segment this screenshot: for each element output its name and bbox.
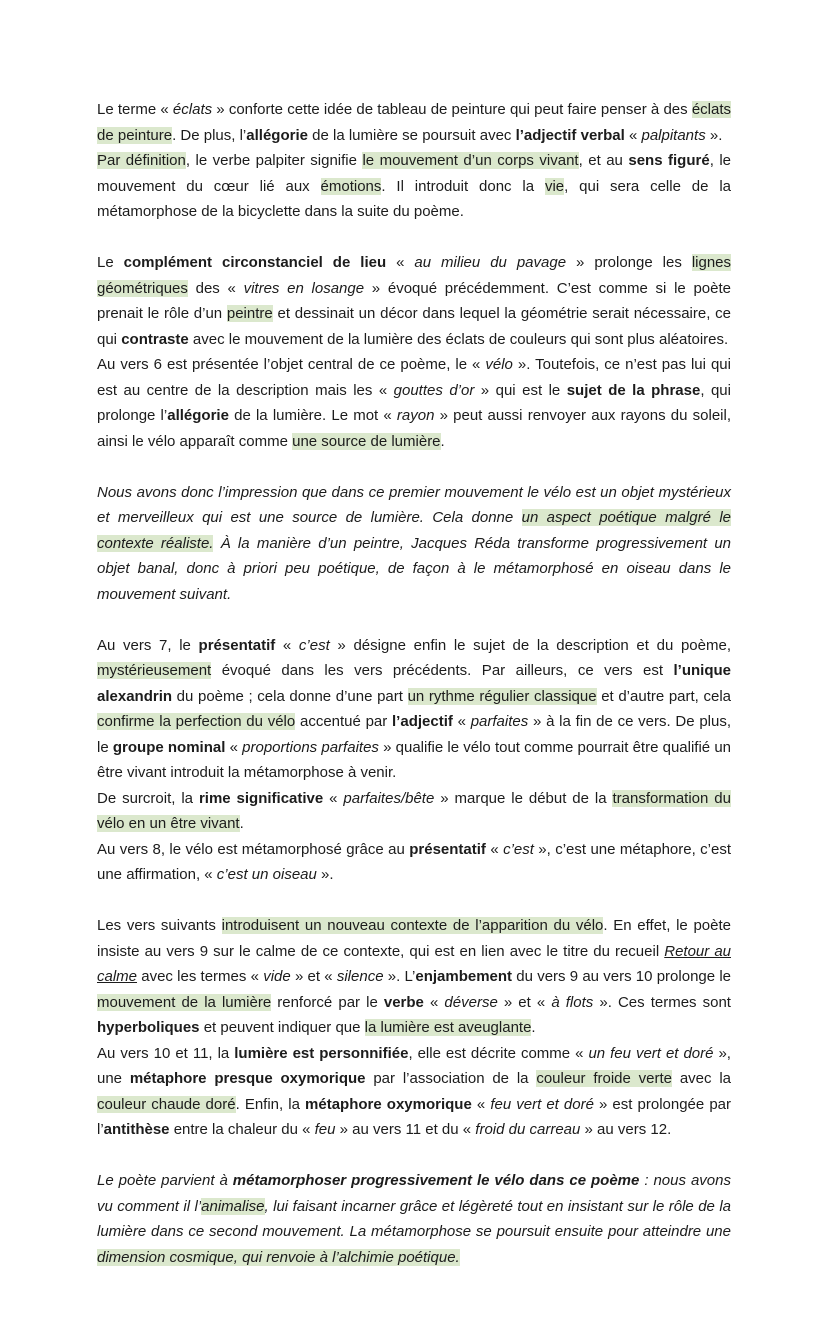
text-run: parfaites/bête: [343, 789, 435, 807]
paragraph: [97, 1041, 731, 1143]
text-run: Au vers 7, le: [97, 636, 199, 654]
text-run: éclats de peinture: [97, 101, 731, 144]
text-run: et dessinait un décor dans lequel la géométrie serait nécessaire, ce qui: [97, 305, 731, 348]
text-run: lumière est personnifiée: [234, 1044, 409, 1062]
text-run: , lui faisant incarner grâce et légèreté tout en insistant sur le rôle de la lumière dans ce second mouvement. La métamorphose se poursuit ensuite pour atteindre une: [97, 1197, 731, 1240]
paragraph: [97, 837, 731, 888]
text-run: ». Toutefois, ce n’est pas lui qui est au centre de la description mais les «: [97, 356, 731, 399]
text-run: À la manière d’un peintre, Jacques Réda transforme progressivement un objet banal, donc à priori peu poétique, de façon à le métamorphosé en oiseau dans le mouvement suivant.: [97, 534, 732, 603]
text-run: parfaites: [470, 713, 529, 730]
text-run: , qui prolonge l’: [97, 381, 731, 424]
text-run: », une: [97, 1044, 731, 1087]
text-run: » désigne enfin le sujet de la description et du poème,: [329, 636, 731, 654]
text-run: » marque le début de la: [434, 789, 613, 807]
text-run: Par définition: [97, 152, 186, 169]
paragraph: [97, 97, 731, 148]
text-run: lignes géométriques: [97, 254, 732, 297]
text-run: c’est: [503, 840, 534, 858]
text-run: vie: [544, 177, 565, 195]
document-body: [97, 97, 731, 1270]
text-run: » qualifie le vélo tout comme pourrait être qualifié un être vivant introduit la métamorphose à venir.: [97, 738, 732, 781]
text-run: vide: [263, 968, 291, 985]
text-run: l’unique alexandrin: [97, 662, 731, 705]
text-run: vélo: [485, 356, 513, 373]
text-run: de la lumière se poursuit avec: [307, 126, 516, 144]
text-run: dimension cosmique, qui renvoie à l’alchimie poétique.: [97, 1248, 460, 1266]
paragraph: [97, 250, 731, 352]
text-run: : nous avons vu comment il l’: [97, 1172, 731, 1215]
text-run: verbe: [383, 993, 424, 1011]
text-run: sujet de la phrase: [566, 381, 701, 399]
text-run: animalise: [201, 1197, 265, 1215]
text-run: mouvement de la lumière: [97, 993, 272, 1011]
text-run: présentatif: [409, 840, 486, 858]
text-run: l’adjectif verbal: [515, 126, 625, 144]
text-run: » est prolongée par l’: [97, 1095, 731, 1138]
text-run: c’est un oiseau: [216, 866, 317, 883]
text-run: froid du carreau: [475, 1121, 581, 1138]
text-run: éclats: [172, 101, 213, 118]
text-run: renforcé par le: [271, 993, 384, 1011]
text-run: métaphore presque oxymorique: [129, 1070, 366, 1087]
text-run: l’adjectif: [392, 713, 453, 730]
text-run: silence: [336, 968, 384, 985]
text-run: Au vers 8, le vélo est métamorphosé grâce au: [97, 840, 410, 858]
text-run: ». L’: [383, 968, 416, 985]
text-run: palpitants: [641, 126, 706, 144]
text-run: et d’autre part, cela: [596, 687, 731, 705]
text-run: «: [452, 713, 471, 730]
text-run: déverse: [444, 993, 498, 1011]
text-run: gouttes d’or: [393, 381, 475, 399]
text-run: avec les termes «: [137, 968, 264, 985]
text-run: de la lumière. Le mot «: [228, 407, 397, 424]
text-run: , et au: [578, 152, 629, 169]
text-run: complément circonstanciel de lieu: [123, 254, 387, 271]
text-run: Nous avons donc l’impression que dans ce premier mouvement le vélo est un objet mystérieux et merveilleux qui est une source de lumière. Cela donne: [97, 483, 731, 526]
text-run: antithèse: [103, 1121, 170, 1138]
text-run: . Il introduit donc la: [381, 177, 545, 195]
text-run: hyperboliques: [97, 1019, 200, 1036]
text-run: rayon: [396, 407, 435, 424]
text-run: «: [323, 789, 344, 807]
text-run: . Enfin, la: [235, 1095, 306, 1113]
text-run: Retour au calme: [97, 942, 731, 985]
text-run: .: [531, 1019, 536, 1036]
paragraph: [97, 633, 731, 786]
text-run: allégorie: [167, 407, 229, 424]
text-run: .: [239, 815, 244, 832]
text-run: mystérieusement: [97, 662, 212, 679]
text-run: du poème ; cela donne d’une part: [172, 687, 408, 705]
text-run: .: [440, 432, 445, 450]
text-run: avec le mouvement de la lumière des éclats de couleurs qui sont plus aléatoires.: [188, 330, 729, 348]
text-run: par l’association de la: [365, 1070, 537, 1087]
text-run: «: [225, 738, 243, 756]
text-run: émotions: [320, 177, 382, 195]
text-run: ». Ces termes sont: [593, 993, 731, 1011]
text-run: » au vers 12.: [580, 1121, 672, 1138]
paragraph: [97, 480, 731, 608]
text-run: . De plus, l’: [172, 126, 247, 144]
text-run: «: [275, 636, 299, 654]
text-run: «: [386, 254, 415, 271]
text-run: une source de lumière: [292, 432, 441, 450]
text-run: Au vers 10 et 11, la: [97, 1044, 235, 1062]
text-run: confirme la perfection du vélo: [97, 713, 296, 730]
text-run: le mouvement d’un corps vivant: [362, 152, 579, 169]
text-run: «: [423, 993, 445, 1011]
text-run: à flots: [551, 993, 594, 1011]
text-run: avec la: [672, 1070, 731, 1087]
text-run: métaphore oxymorique: [305, 1095, 472, 1113]
text-run: » et «: [497, 993, 552, 1011]
text-run: accentué par: [295, 713, 393, 730]
text-run: transformation du vélo en un être vivant: [97, 789, 731, 832]
text-run: c’est: [298, 636, 330, 654]
text-run: . En effet, le poète insiste au vers 9 sur le calme de ce contexte, qui est en lien avec le titre du recueil: [97, 917, 731, 960]
text-run: «: [471, 1095, 491, 1113]
text-run: » conforte cette idée de tableau de peinture qui peut faire penser à des: [212, 101, 692, 118]
text-run: et peuvent indiquer que: [199, 1019, 365, 1036]
text-run: allégorie: [246, 126, 308, 144]
text-run: » et «: [290, 968, 337, 985]
paragraph: [97, 786, 731, 837]
text-run: Le terme «: [97, 101, 173, 118]
text-run: entre la chaleur du «: [169, 1121, 315, 1138]
paragraph: [97, 352, 731, 454]
text-run: Le poète parvient à: [97, 1172, 233, 1189]
text-run: un aspect poétique malgré le contexte réaliste.: [97, 509, 731, 552]
text-run: » au vers 11 et du «: [335, 1121, 476, 1138]
text-run: peintre: [226, 305, 273, 322]
text-run: un feu vert et doré: [588, 1044, 714, 1062]
text-run: Les vers suivants: [97, 917, 222, 934]
text-run: » à la fin de ce vers. De plus, le: [97, 713, 731, 756]
text-run: présentatif: [198, 636, 276, 654]
text-run: couleur chaude doré: [97, 1095, 236, 1113]
text-run: », c’est une métaphore, c’est une affirmation, «: [97, 840, 731, 883]
paragraph: [97, 148, 731, 225]
text-run: ».: [705, 126, 723, 144]
text-run: ».: [316, 866, 334, 883]
text-run: Le: [97, 254, 124, 271]
text-run: introduisent un nouveau contexte de l’apparition du vélo: [221, 917, 604, 934]
text-run: feu: [314, 1121, 336, 1138]
text-run: » qui est le: [474, 381, 567, 399]
text-run: «: [485, 840, 504, 858]
text-run: contraste: [121, 330, 189, 348]
text-run: un rythme régulier classique: [407, 687, 597, 705]
text-run: » évoqué précédemment. C’est comme si le poète prenait le rôle d’un: [97, 279, 732, 322]
text-run: la lumière est aveuglante: [364, 1019, 532, 1036]
text-run: » peut aussi renvoyer aux rayons du soleil, ainsi le vélo apparaît comme: [97, 407, 731, 450]
text-run: feu vert et doré: [490, 1095, 594, 1113]
text-run: De surcroit, la: [97, 789, 199, 807]
text-run: évoqué dans les vers précédents. Par ailleurs, ce vers est: [211, 662, 674, 679]
text-run: métamorphoser progressivement le vélo dans ce poème: [232, 1172, 640, 1189]
text-run: rime significative: [198, 789, 324, 807]
text-run: enjambement: [415, 968, 513, 985]
text-run: couleur froide verte: [536, 1070, 673, 1087]
text-run: groupe nominal: [112, 738, 226, 756]
text-run: du vers 9 au vers 10 prolonge le: [512, 968, 731, 985]
text-run: , le verbe palpiter signifie: [185, 152, 363, 169]
text-run: des «: [187, 279, 244, 297]
text-run: » prolonge les: [566, 254, 692, 271]
text-run: proportions parfaites: [242, 738, 379, 756]
text-run: , elle est décrite comme «: [408, 1044, 589, 1062]
text-run: , qui sera celle de la métamorphose de la bicyclette dans la suite du poème.: [97, 177, 731, 220]
text-run: , le mouvement du cœur lié aux: [97, 152, 731, 195]
paragraph: [97, 1168, 731, 1270]
text-run: «: [624, 126, 642, 144]
text-run: vitres en losange: [243, 279, 365, 297]
text-run: Au vers 6 est présentée l’objet central de ce poème, le «: [97, 356, 486, 373]
text-run: au milieu du pavage: [414, 254, 567, 271]
paragraph: [97, 913, 731, 1041]
text-run: sens figuré: [628, 152, 710, 169]
